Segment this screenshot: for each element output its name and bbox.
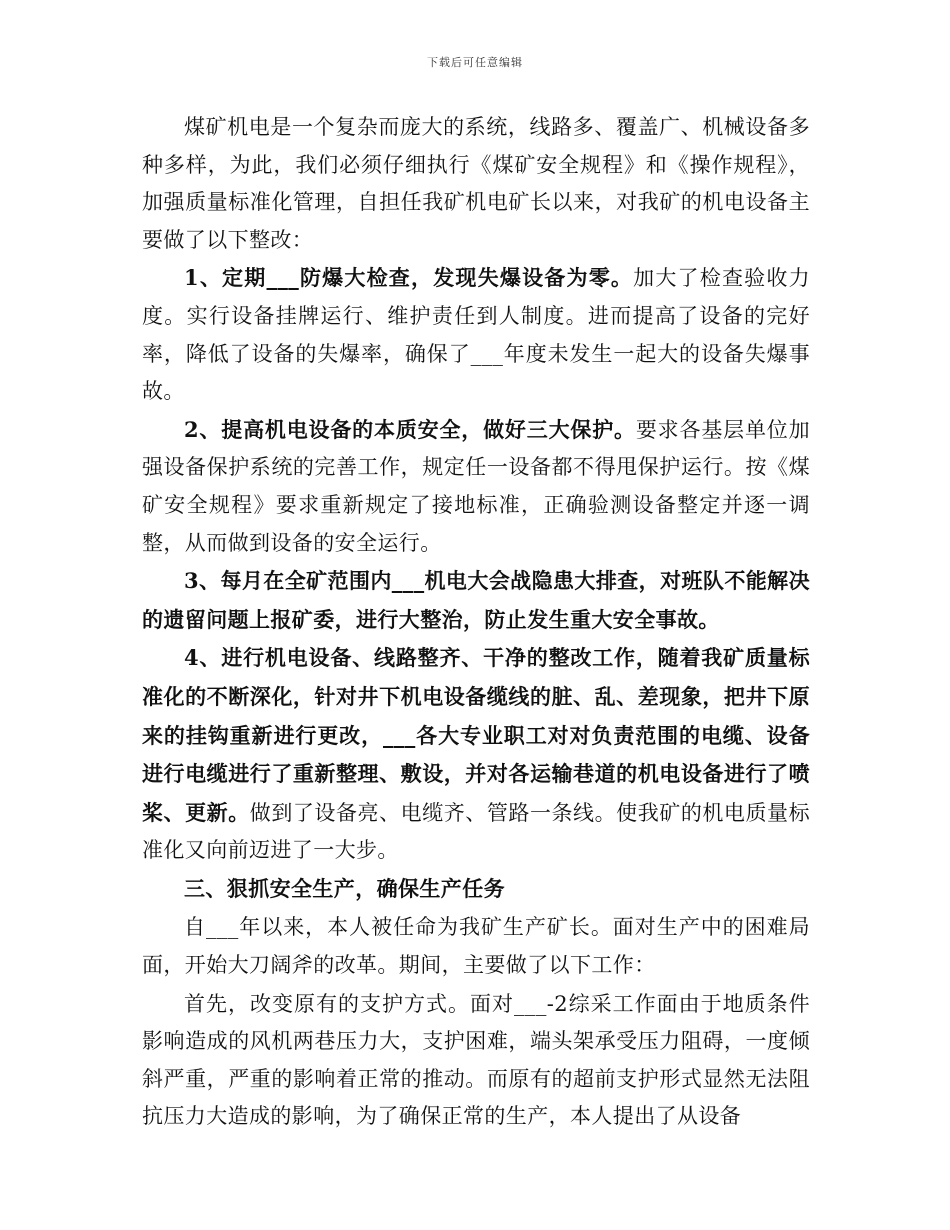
header-note: 下载后可任意编辑 bbox=[427, 56, 523, 69]
paragraph-text: 首先，改变原有的支护方式。面对___-2综采工作面由于地质条件影响造成的风机两巷压力大，支护困难，端头架承受压力阻碍，一度倾斜严重，严重的影响着正常的推动。而原有的超前支护形式显然无法阻抗压力大造成的影响，为了确保正常的生产，本人提出了从设备 bbox=[142, 991, 810, 1129]
paragraph-item-3 bbox=[142, 562, 810, 639]
paragraph-production-intro bbox=[142, 908, 810, 984]
section-heading bbox=[142, 870, 810, 909]
paragraph-item-2 bbox=[142, 411, 810, 562]
section-heading-text: 三、狠抓安全生产，确保生产任务 bbox=[184, 875, 505, 901]
paragraph-text: 加大了检查验收力度。实行设备挂牌运行、维护责任到人制度。进而提高了设备的完好率，降低了设备的失爆率，确保了___年度未发生一起大的设备失爆事故。 bbox=[142, 266, 810, 404]
paragraph-item-1 bbox=[142, 259, 810, 410]
paragraph-lead: 2、提高机电设备的本质安全，做好三大保护。 bbox=[184, 416, 636, 442]
paragraph-text: 要求各基层单位加强设备保护系统的完善工作，规定任一设备都不得甩保护运行。按《煤矿安全规程》要求重新规定了接地标准，正确验测设备整定并逐一调整，从而做到设备的安全运行。 bbox=[142, 417, 811, 555]
paragraph-text: 做到了设备亮、电缆齐、管路一条线。使我矿的机电质量标准化又向前迈进了一大步。 bbox=[142, 800, 810, 863]
document-body bbox=[142, 108, 810, 1136]
paragraph-text: 自___年以来，本人被任命为我矿生产矿长。面对生产中的困难局面，开始大刀阔斧的改革。期间，主要做了以下工作： bbox=[142, 915, 810, 978]
paragraph-item-4 bbox=[142, 639, 810, 870]
paragraph-support-method bbox=[142, 985, 810, 1136]
paragraph-intro bbox=[142, 108, 810, 259]
paragraph-lead: 4、进行机电设备、线路整齐、干净的整改工作，随着我矿质量标准化的不断深化，针对井下机电设备缆线的脏、乱、差现象，把井下原来的挂钩重新进行更改，___各大专业职工对对负责范围的电缆、设备进行电缆进行了重新整理、敷设，并对各运输巷道的机电设备进行了喷桨、更新。 bbox=[142, 645, 810, 825]
paragraph-text: 煤矿机电是一个复杂而庞大的系统，线路多、覆盖广、机械设备多种多样，为此，我们必须仔细执行《煤矿安全规程》和《操作规程》，加强质量标准化管理，自担任我矿机电矿长以来，对我矿的机电设备主要做了以下整改： bbox=[142, 115, 810, 252]
paragraph-lead: 3、每月在全矿范围内___机电大会战隐患大排查，对班队不能解决的遗留问题上报矿委，进行大整治，防止发生重大安全事故。 bbox=[142, 568, 810, 632]
paragraph-lead: 1、定期___防爆大检查，发现失爆设备为零。 bbox=[184, 265, 634, 291]
